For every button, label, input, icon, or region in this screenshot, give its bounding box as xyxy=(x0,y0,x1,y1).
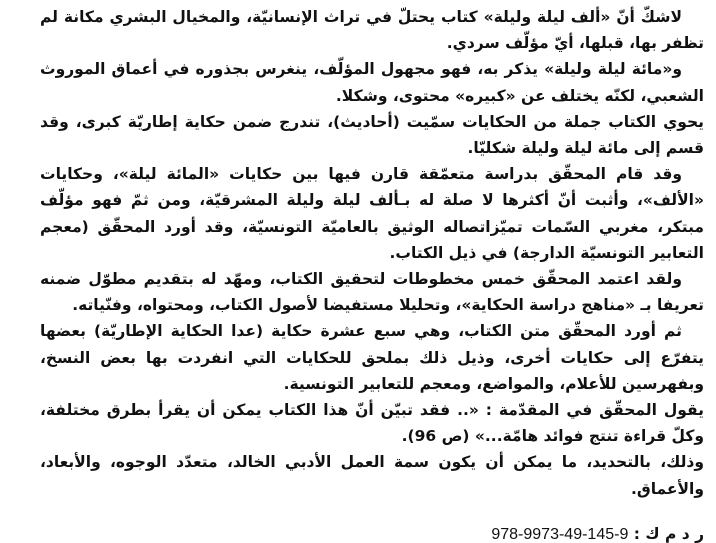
paragraph-2-text: و«مائة ليلة وليلة» يذكر به، فهو مجهول المؤلّف، ينغرس بجذوره في أعماق الموروث الشعبي، لكنّه يختلف عن «كبيره» محتوى، وشكلا. xyxy=(40,60,704,105)
paragraph-8-text: وذلك، بالتحديد، ما يمكن أن يكون سمة العمل الأدبي الخالد، متعدّد الوجوه، والأبعاد، والأعماق. xyxy=(40,453,704,498)
isbn-separator: : xyxy=(633,525,640,543)
paragraph-4 xyxy=(40,161,704,266)
paragraph-5-text: ولقد اعتمد المحقّق خمس مخطوطات لتحقيق الكتاب، ومهّد له بتقديم مطوّل ضمنه تعريفا بـ «مناهج دراسة الحكاية»، وتحليلا مستفيضا لأصول الكتاب، ومحتواه، وفنّياته. xyxy=(40,270,704,315)
paragraph-1-text: لاشكّ أنّ «ألف ليلة وليلة» كتاب يحتلّ في تراث الإنسانيّة، والمخيال البشري مكانة لم تظفر بها، قبلها، أيّ مؤلّف سردي. xyxy=(40,8,704,53)
paragraph-6-text: ثم أورد المحقّق متن الكتاب، وهي سبع عشرة حكاية (عدا الحكاية الإطاريّة) بعضها يتفرّع إلى حكايات أخرى، وذيل ذلك بملحق للحكايات التي انفردت بها بعض النسخ، وبفهرسين للأعلام، والمواضع، ومعجم للتعابير التونسية. xyxy=(40,322,704,393)
paragraph-7 xyxy=(40,397,704,449)
paragraph-8 xyxy=(40,449,704,501)
isbn-label: ر د م ك xyxy=(645,525,704,543)
paragraph-3-text: يحوي الكتاب جملة من الحكايات سمّيت (أحاديث)، تندرج ضمن حكاية إطاريّة كبرى، وقد قسم إلى مائة ليلة وليلة شكليّا. xyxy=(40,112,704,158)
paragraph-7-text: يقول المحقّق في المقدّمة : «.. فقد تبيّن أنّ هذا الكتاب يمكن أن يقرأ بطرق مختلفة، وكلّ قراءة تنتج فوائد هامّة...» (ص 96). xyxy=(40,401,704,446)
paragraph-3 xyxy=(40,109,704,161)
paragraph-4-text: وقد قام المحقّق بدراسة متعمّقة قارن فيها بين حكايات «المائة ليلة»، وحكايات «الألف»، وأثبت أنّ أكثرها لا صلة له بـألف ليلة وليلة المشرقيّة، ومن ثمّ فهو مؤلّف مبتكر، مغربي السّمات تميّزاتصاله الوثيق بالعاميّة التونسيّة، وقد أورد المحقّق (معجم التعابير التونسيّة الدارجة) في ذيل الكتاب. xyxy=(40,165,704,262)
paragraph-5 xyxy=(40,266,704,318)
paragraph-2 xyxy=(40,56,704,108)
paragraph-6 xyxy=(40,318,704,397)
paragraph-1 xyxy=(40,4,704,56)
isbn-value: 978-9973-49-145-9 xyxy=(491,526,629,543)
isbn-line xyxy=(60,521,704,543)
article-body xyxy=(40,4,704,502)
